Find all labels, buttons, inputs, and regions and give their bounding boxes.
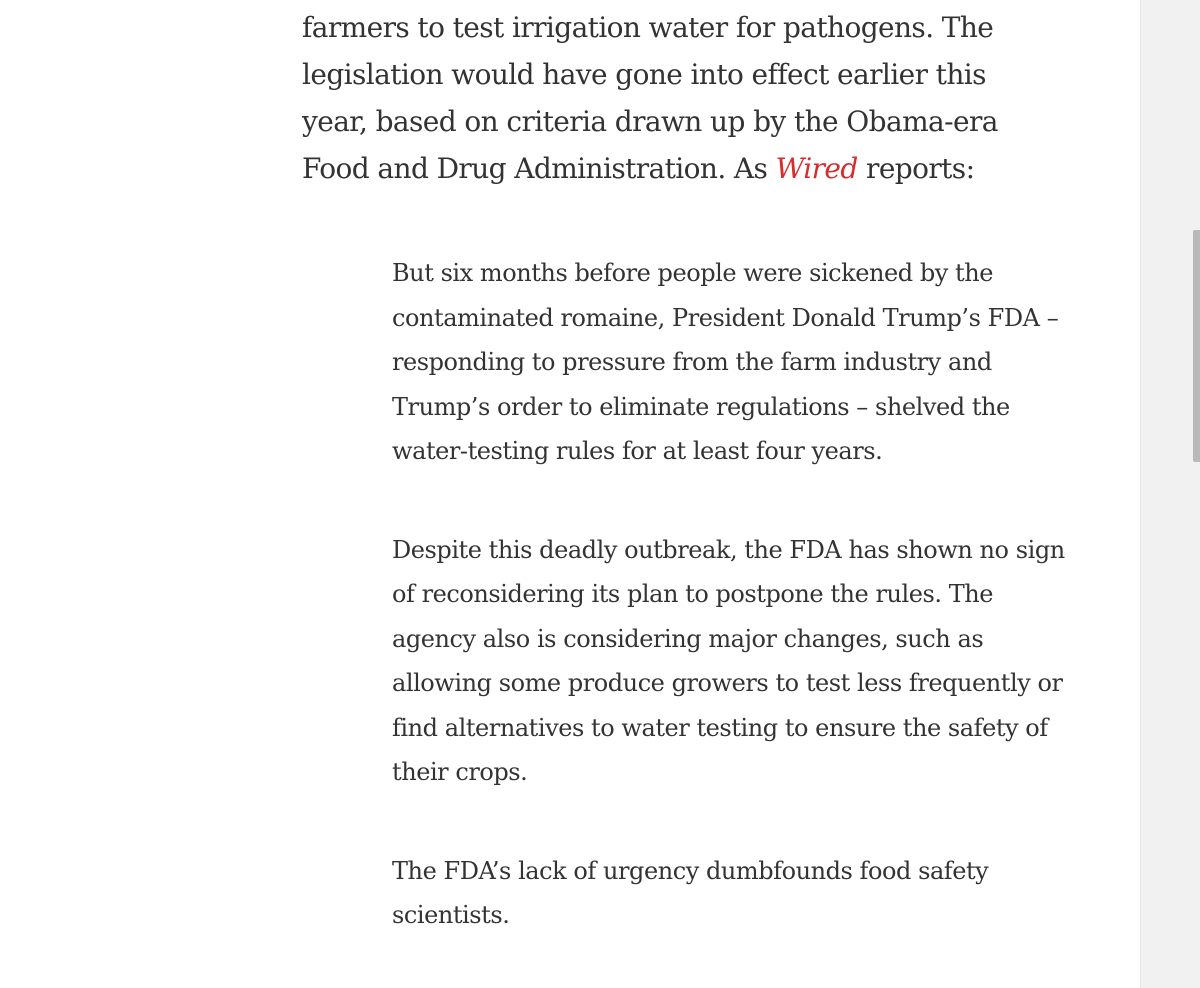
scrollbar-thumb[interactable] [1193, 230, 1200, 462]
quote-paragraph-2: Despite this deadly outbreak, the FDA has shown no sign of reconsidering its plan to postpone the rules. The agency also is considering major changes, such as allowing some produce growers to test less frequently or find alternatives to water testing to ensure the safety of their crops. [392, 535, 1065, 786]
quote-paragraph-1: But six months before people were sickened by the contaminated romaine, President Donald Trump’s FDA – responding to pressure from the farm industry and Trump’s order to eliminate regulations – shelved the water-testing rules for at least four years. [392, 259, 1059, 465]
quote-block [392, 251, 1082, 988]
lead-text-before-link: farmers to test irrigation water for pathogens. The legislation would have gone into effect earlier this year, based on criteria drawn up by the Obama-era Food and Drug Administration. As [302, 11, 998, 185]
lead-text-after-link: reports: [857, 152, 975, 185]
scrollbar-track[interactable] [1140, 0, 1200, 988]
quote-paragraph-3: The FDA’s lack of urgency dumbfounds food safety scientists. [392, 856, 989, 929]
wired-link[interactable]: Wired [775, 152, 858, 185]
article-body [302, 4, 1082, 929]
lead-paragraph [302, 4, 1022, 192]
